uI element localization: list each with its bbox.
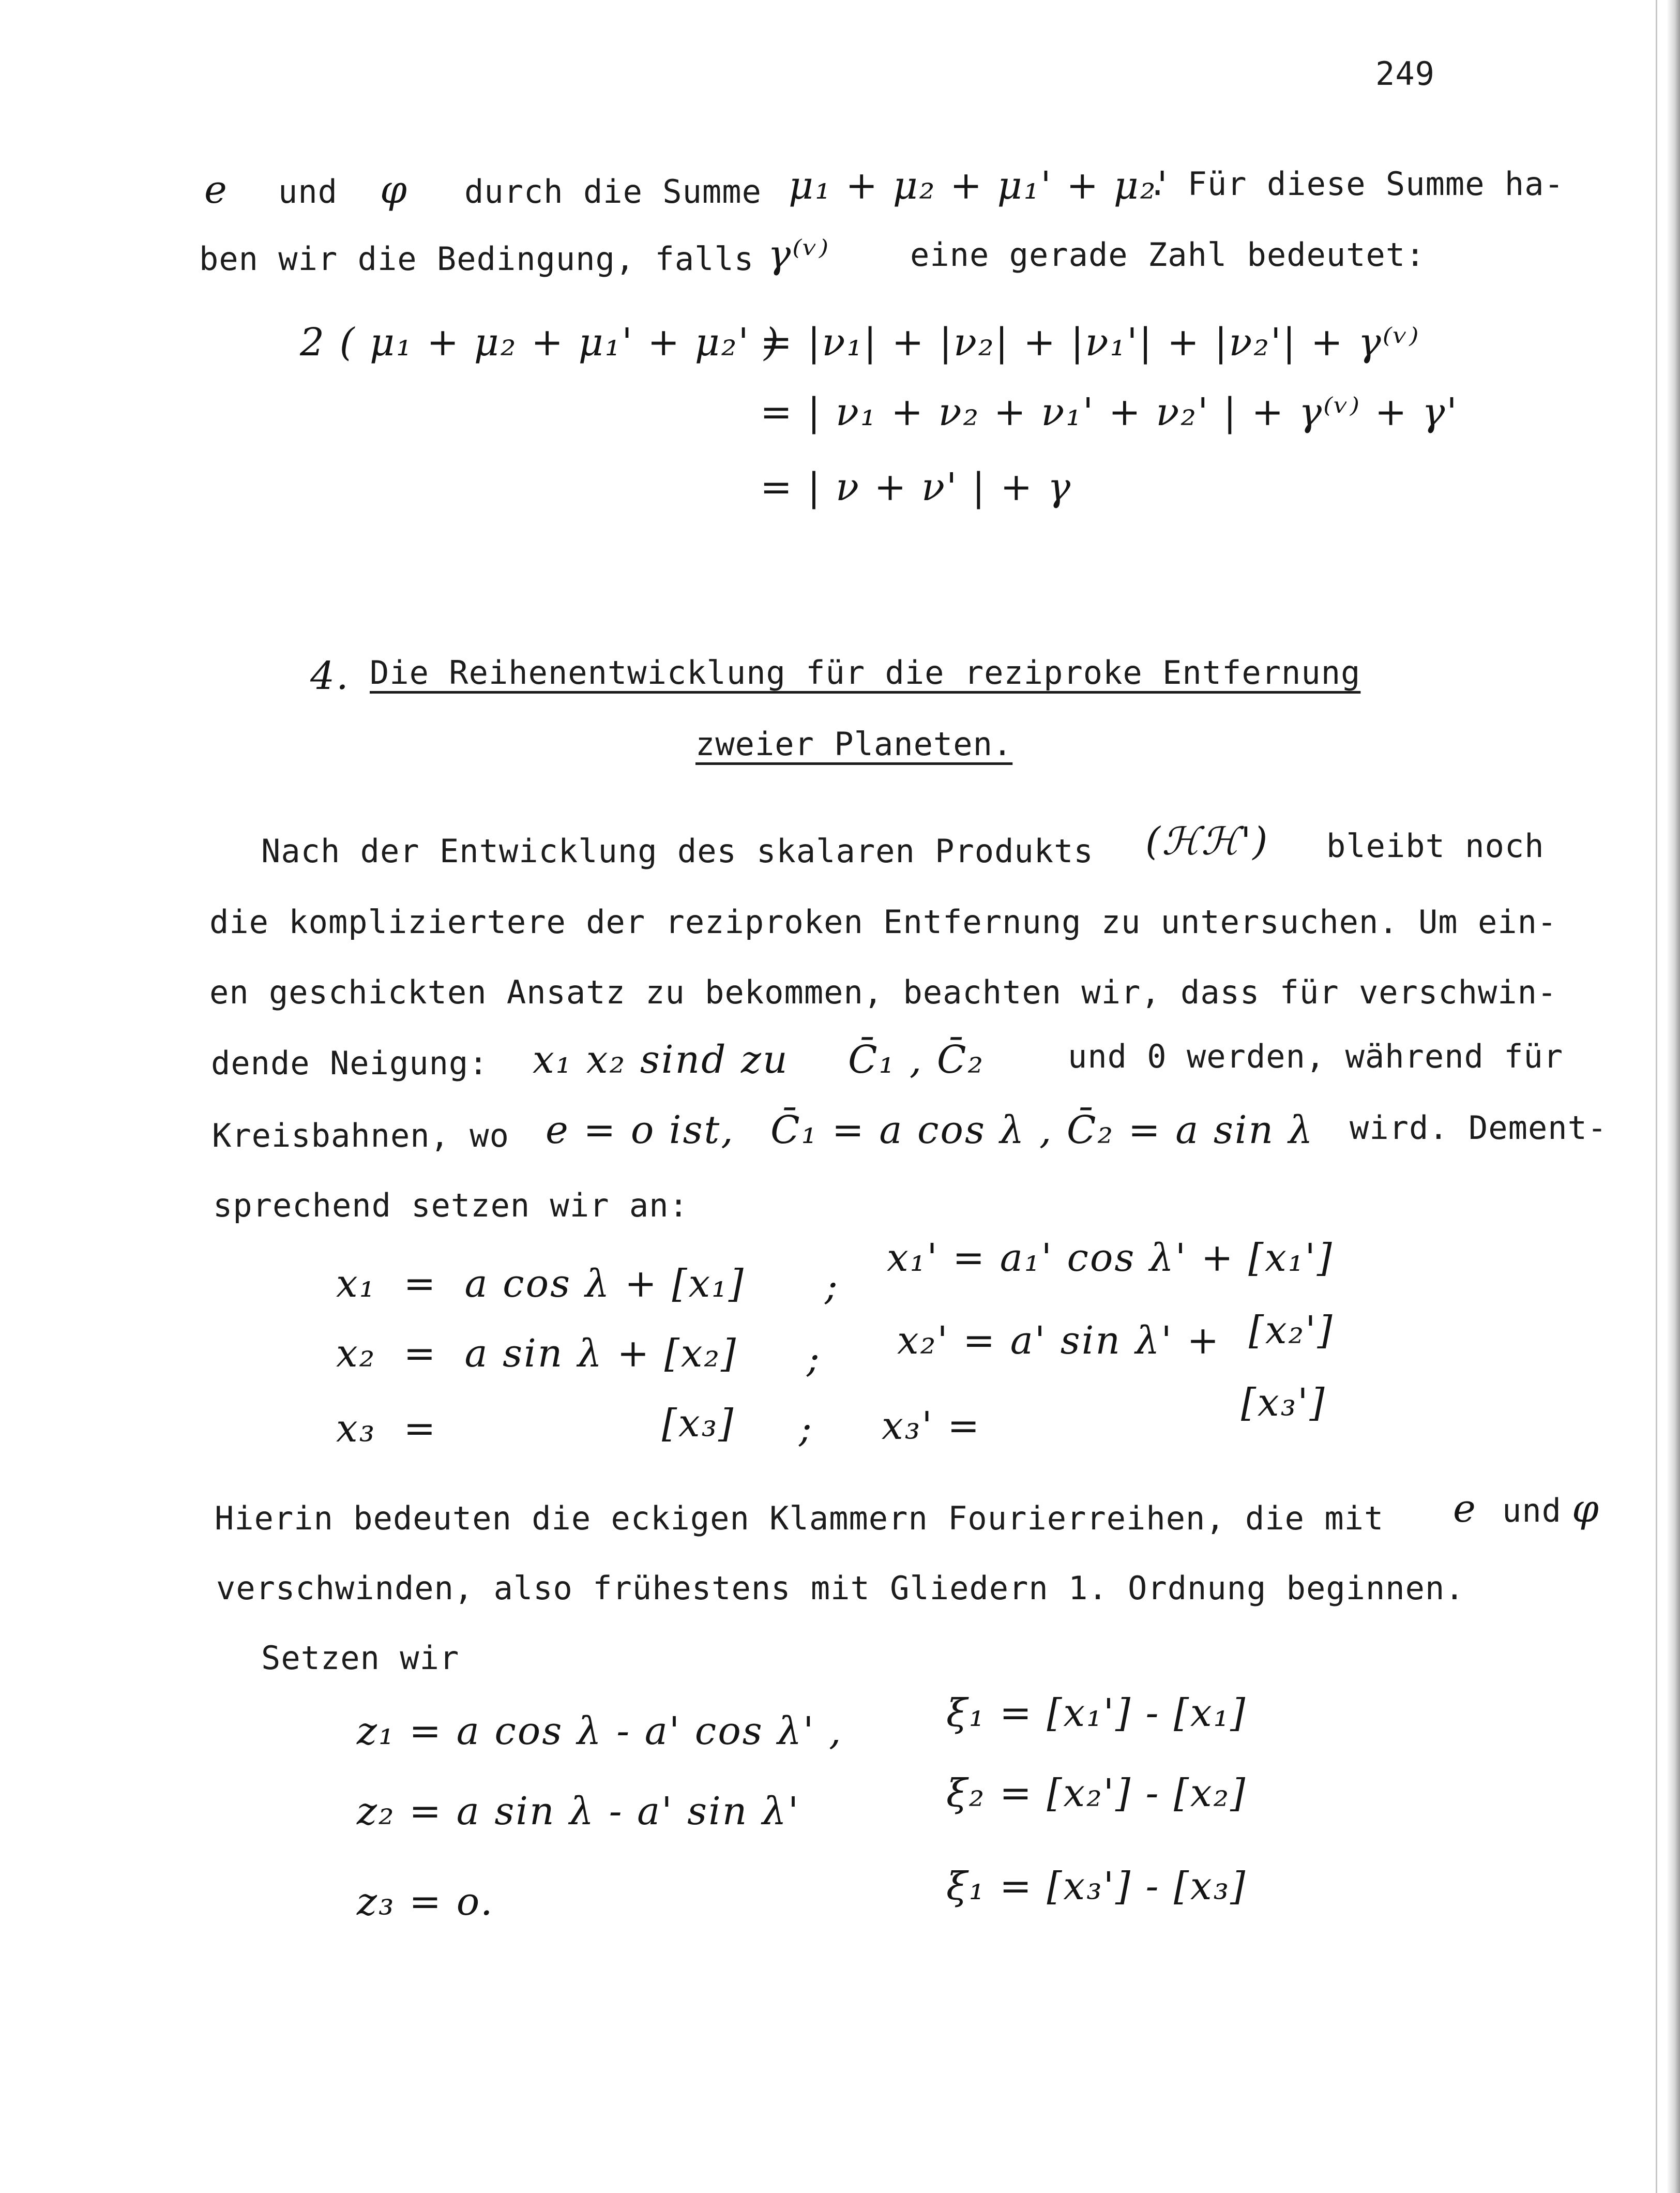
text-line: Kreisbahnen, wo — [212, 1117, 509, 1154]
equation-rhs: x₂' = a' sin λ' + — [897, 1318, 1221, 1363]
symbol-e: e — [204, 168, 229, 212]
formula-gamma: γ⁽ᵛ⁾ — [768, 232, 830, 277]
equation-rhs: = |ν₁| + |ν₂| + |ν₁'| + |ν₂'| + γ⁽ᵛ⁾ — [760, 320, 1420, 365]
text-line: . Für diese Summe ha- — [1148, 165, 1564, 203]
section-number: 4. — [310, 654, 350, 698]
equation-lhs: z₂ = a sin λ - a' sin λ' — [357, 1789, 800, 1834]
equation-rhs: = | ν₁ + ν₂ + ν₁' + ν₂' | + γ⁽ᵛ⁾ + γ' — [760, 390, 1459, 434]
equation-lhs: x₃ = — [336, 1406, 437, 1451]
text-line: die kompliziertere der reziproken Entfernung zu untersuchen. Um ein- — [209, 903, 1557, 941]
text-line: und — [278, 173, 338, 211]
equation-rhs: = | ν + ν' | + γ — [760, 465, 1072, 509]
equation-separator: ; — [799, 1406, 813, 1451]
equation-rhs: x₃' = — [882, 1404, 981, 1448]
page-number: 249 — [1375, 55, 1435, 93]
equation-lhs: x₂ = a sin λ + [x₂] — [336, 1331, 738, 1376]
symbol-phi: φ — [380, 168, 408, 212]
equation-rhs: ξ₁ = [x₁'] - [x₁] — [946, 1691, 1247, 1735]
symbol-e: e — [1453, 1486, 1477, 1531]
handwritten-phrase: e = o ist, — [546, 1108, 735, 1152]
equation-lhs: z₁ = a cos λ - a' cos λ' , — [357, 1709, 843, 1753]
equation-lhs: x₁ = a cos λ + [x₁] — [336, 1261, 745, 1306]
text-line: Nach der Entwicklung des skalaren Produkts — [261, 832, 1094, 870]
section-title: zweier Planeten. — [695, 725, 1013, 763]
text-line: dende Neigung: — [211, 1044, 489, 1082]
formula-product: (ℋℋ') — [1145, 819, 1269, 864]
equation-rhs: ξ₁ = [x₃'] - [x₃] — [946, 1864, 1247, 1909]
text-line: bleibt noch — [1326, 827, 1545, 865]
text-line: Setzen wir — [261, 1639, 460, 1677]
equation-lhs: z₃ = o. — [357, 1880, 494, 1924]
text-line: en geschickten Ansatz zu bekommen, beachten wir, dass für verschwin- — [209, 973, 1557, 1011]
formula-c: C̄₁ , C̄₂ — [848, 1038, 985, 1082]
handwritten-phrase: x₁ x₂ sind zu — [533, 1038, 789, 1082]
text-line: wird. Dement- — [1350, 1109, 1608, 1147]
page-edge-line — [1656, 0, 1657, 2193]
equation-lhs: [x₃] — [662, 1401, 735, 1446]
text-line: verschwinden, also frühestens mit Gliedern 1. Ordnung beginnen. — [216, 1569, 1465, 1607]
section-title: Die Reihenentwicklung für die reziproke Entfernung — [370, 654, 1361, 692]
equation-separator: ; — [825, 1264, 839, 1309]
text-line: sprechend setzen wir an: — [213, 1186, 689, 1224]
formula-c-values: C̄₁ = a cos λ , C̄₂ = a sin λ — [770, 1108, 1314, 1152]
page-edge-shadow — [1667, 0, 1680, 2193]
formula-mu-sum: μ₁ + μ₂ + μ₁' + μ₂' — [789, 163, 1169, 208]
text-line: und — [1502, 1492, 1562, 1529]
symbol-phi: φ — [1572, 1486, 1600, 1531]
equation-separator: ; — [807, 1336, 821, 1381]
text-line: und 0 werden, während für — [1068, 1038, 1564, 1075]
equation-lhs: 2 ( μ₁ + μ₂ + μ₁' + μ₂' ) — [300, 320, 781, 365]
equation-rhs: [x₂'] — [1249, 1308, 1334, 1353]
equation-rhs: ξ₂ = [x₂'] - [x₂] — [946, 1771, 1247, 1815]
text-line: Hierin bedeuten die eckigen Klammern Fourierreihen, die mit — [215, 1499, 1384, 1537]
text-line: ben wir die Bedingung, falls — [199, 240, 754, 278]
equation-rhs: [x₃'] — [1241, 1380, 1326, 1425]
text-line: durch die Summe — [464, 173, 762, 211]
equation-rhs: x₁' = a₁' cos λ' + [x₁'] — [887, 1236, 1334, 1280]
text-line: eine gerade Zahl bedeutet: — [910, 236, 1426, 274]
